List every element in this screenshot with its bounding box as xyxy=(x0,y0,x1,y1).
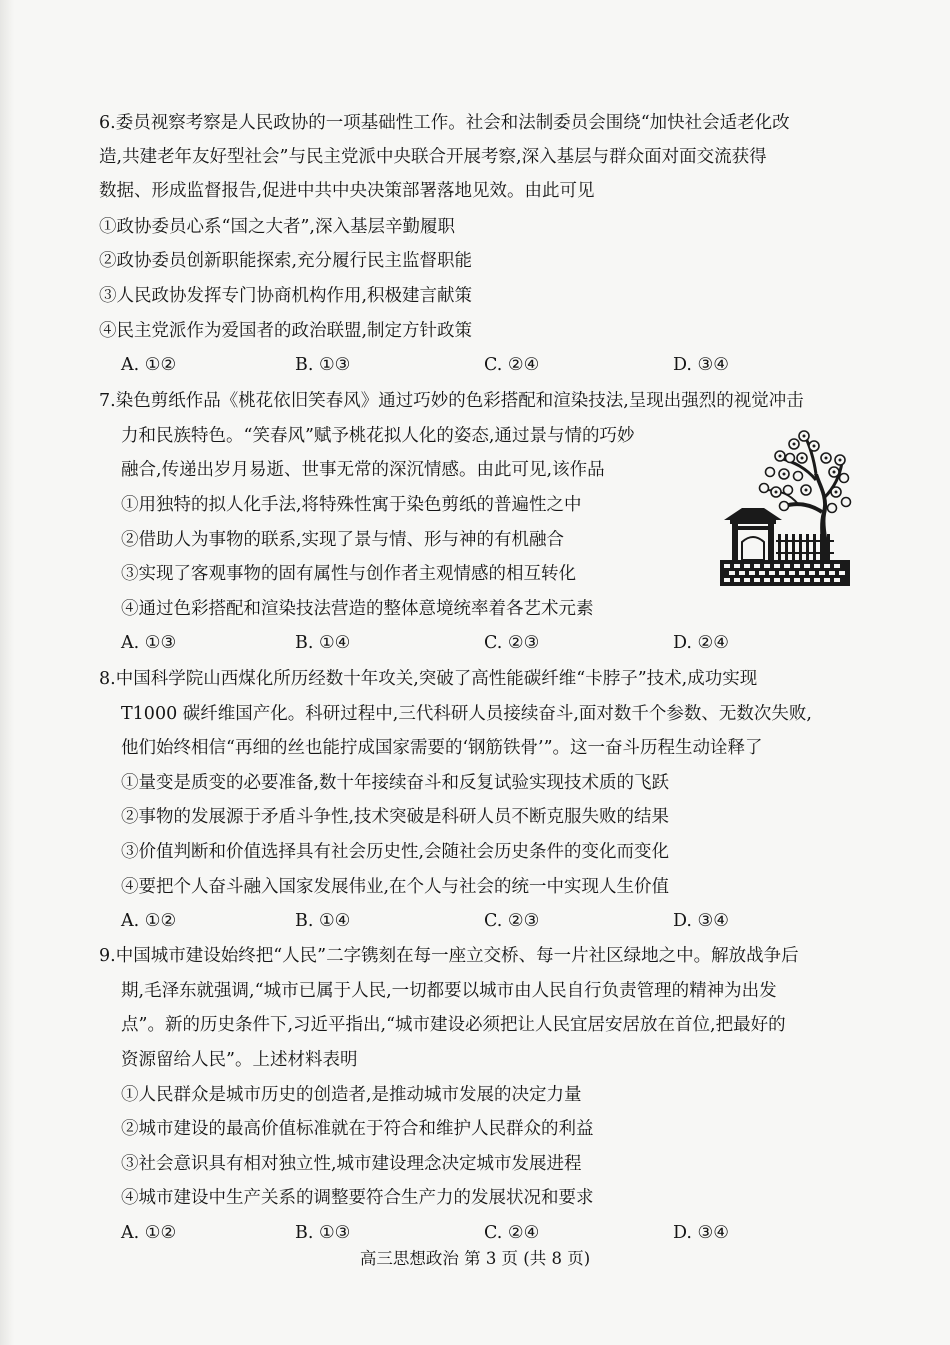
question-6-option-c: C. ②④ xyxy=(484,355,540,375)
question-8-option-a: A. ①② xyxy=(121,911,177,931)
question-6-option-b: B. ①③ xyxy=(295,355,351,375)
question-8-option-c: C. ②③ xyxy=(484,911,540,931)
question-9-option-d: D. ③④ xyxy=(673,1223,729,1243)
question-7-option-b: B. ①④ xyxy=(295,633,351,653)
question-7-option-a: A. ①③ xyxy=(121,633,177,653)
question-6-statement-3: ③人民政协发挥专门协商机构作用,积极建言献策 xyxy=(99,286,473,306)
question-6-stem-line-2: 造,共建老年友好型社会”与民主党派中央联合开展考察,深入基层与群众面对面交流获得 xyxy=(99,147,767,167)
question-8-option-d: D. ③④ xyxy=(673,911,729,931)
question-8-stem-line-2: T1000 碳纤维国产化。科研过程中,三代科研人员接续奋斗,面对数千个参数、无数次失败, xyxy=(121,704,812,724)
question-9-statement-2: ②城市建设的最高价值标准就在于符合和维护人民群众的利益 xyxy=(121,1119,594,1139)
question-8-statement-2: ②事物的发展源于矛盾斗争性,技术突破是科研人员不断克服失败的结果 xyxy=(121,807,670,827)
question-9-stem-line-3: 点”。新的历史条件下,习近平指出,“城市建设必须把让人民宜居安居放在首位,把最好的 xyxy=(121,1015,786,1035)
question-7-stem-line-3: 融合,传递出岁月易逝、世事无常的深沉情感。由此可见,该作品 xyxy=(121,460,605,480)
question-9-option-c: C. ②④ xyxy=(484,1223,540,1243)
question-7-option-c: C. ②③ xyxy=(484,633,540,653)
question-6-option-d: D. ③④ xyxy=(673,355,729,375)
question-9-stem-line-2: 期,毛泽东就强调,“城市已属于人民,一切都要以城市由人民自行负责管理的精神为出发 xyxy=(121,981,777,1001)
question-7-stem-line-1: 7.染色剪纸作品《桃花依旧笑春风》通过巧妙的色彩搭配和渲染技法,呈现出强烈的视觉冲击 xyxy=(99,391,804,411)
scan-edge-shadow xyxy=(0,0,14,1345)
question-6-statement-1: ①政协委员心系“国之大者”,深入基层辛勤履职 xyxy=(99,217,455,237)
question-8-option-b: B. ①④ xyxy=(295,911,351,931)
question-6-statement-2: ②政协委员创新职能探索,充分履行民主监督职能 xyxy=(99,251,473,271)
question-8-stem-line-1: 8.中国科学院山西煤化所历经数十年攻关,突破了高性能碳纤维“卡脖子”技术,成功实现 xyxy=(99,669,758,689)
question-7-statement-3: ③实现了客观事物的固有属性与创作者主观情感的相互转化 xyxy=(121,564,576,584)
question-9-option-b: B. ①③ xyxy=(295,1223,351,1243)
question-8-statement-3: ③价值判断和价值选择具有社会历史性,会随社会历史条件的变化而变化 xyxy=(121,842,670,862)
question-9-statement-4: ④城市建设中生产关系的调整要符合生产力的发展状况和要求 xyxy=(121,1188,594,1208)
question-8-statement-1: ①量变是质变的必要准备,数十年接续奋斗和反复试验实现技术质的飞跃 xyxy=(121,773,670,793)
question-6-statement-4: ④民主党派作为爱国者的政治联盟,制定方针政策 xyxy=(99,321,473,341)
paper-cut-peach-tree-icon xyxy=(718,428,852,590)
question-9-option-a: A. ①② xyxy=(121,1223,177,1243)
question-8-stem-line-3: 他们始终相信“再细的丝也能拧成国家需要的‘钢筋铁骨’”。这一奋斗历程生动诠释了 xyxy=(121,738,763,758)
question-7-option-d: D. ②④ xyxy=(673,633,729,653)
question-9-stem-line-1: 9.中国城市建设始终把“人民”二字镌刻在每一座立交桥、每一片社区绿地之中。解放战争后 xyxy=(99,946,799,966)
question-9-statement-1: ①人民群众是城市历史的创造者,是推动城市发展的决定力量 xyxy=(121,1085,582,1105)
question-7-stem-line-2: 力和民族特色。“笑春风”赋予桃花拟人化的姿态,通过景与情的巧妙 xyxy=(121,426,635,446)
question-7-statement-4: ④通过色彩搭配和渲染技法营造的整体意境统率着各艺术元素 xyxy=(121,599,594,619)
question-7-statement-1: ①用独特的拟人化手法,将特殊性寓于染色剪纸的普遍性之中 xyxy=(121,495,582,515)
page-footer: 高三思想政治 第 3 页 (共 8 页) xyxy=(359,1249,591,1268)
question-8-statement-4: ④要把个人奋斗融入国家发展伟业,在个人与社会的统一中实现人生价值 xyxy=(121,877,670,897)
question-6-option-a: A. ①② xyxy=(121,355,177,375)
question-6-stem-line-3: 数据、形成监督报告,促进中共中央决策部署落地见效。由此可见 xyxy=(99,181,595,201)
question-6-stem-line-1: 6.委员视察考察是人民政协的一项基础性工作。社会和法制委员会围绕“加快社会适老化改 xyxy=(99,113,790,133)
question-7-statement-2: ②借助人为事物的联系,实现了景与情、形与神的有机融合 xyxy=(121,530,565,550)
question-9-stem-line-4: 资源留给人民”。上述材料表明 xyxy=(121,1050,358,1070)
question-9-statement-3: ③社会意识具有相对独立性,城市建设理念决定城市发展进程 xyxy=(121,1154,582,1174)
